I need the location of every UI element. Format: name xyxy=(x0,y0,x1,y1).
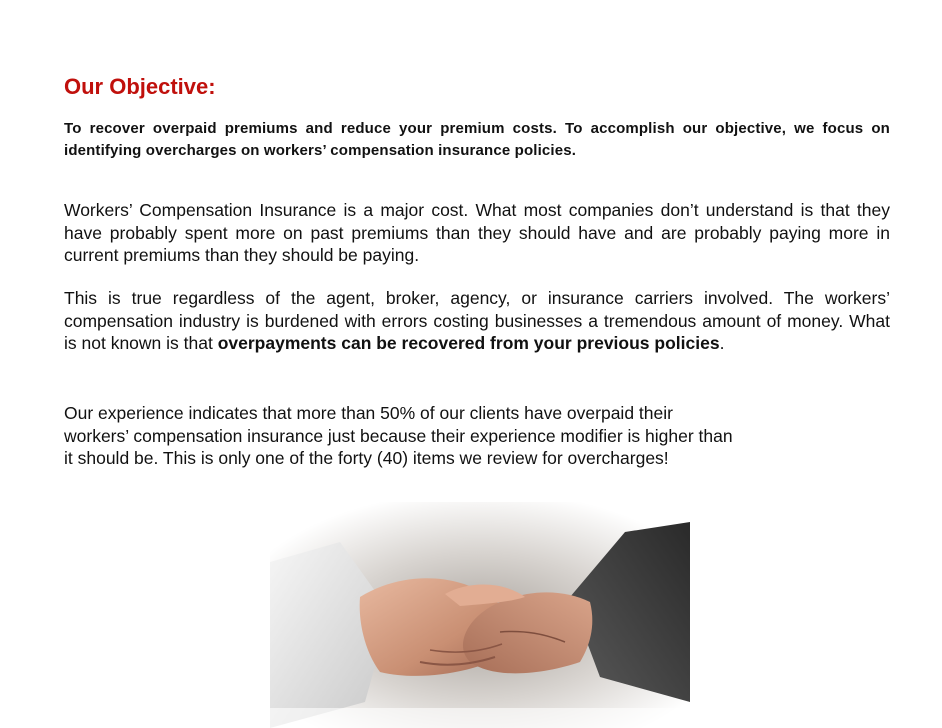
paragraph-major-cost: Workers’ Compensation Insurance is a major cost. What most companies don’t understand is that they have probably spent more on past premiums than they should have and are probably paying more in current premiums than they should be paying. xyxy=(64,200,890,265)
objective-intro: To recover overpaid premiums and reduce your premium costs. To accomplish our objective, we focus on identifying overcharges on workers’ compensation insurance policies. xyxy=(64,120,890,159)
handshake-image xyxy=(270,502,690,728)
paragraph-end: . xyxy=(719,333,725,353)
paragraph-industry-errors xyxy=(64,287,890,355)
paragraph-line: Our experience indicates that more than 50% of our clients have overpaid their xyxy=(64,403,673,423)
paragraph-experience xyxy=(64,402,890,470)
paragraph-line: workers’ compensation insurance just because their experience modifier is higher than xyxy=(64,425,733,446)
emphasis-text: overpayments can be recovered from your previous policies xyxy=(217,333,720,353)
paragraph-line: it should be. This is only one of the forty (40) items we review for overcharges! xyxy=(64,448,669,468)
objective-heading: Our Objective: xyxy=(64,74,216,99)
paragraph-text: This is true regardless of the agent, broker, agency, or insurance carriers involved. The workers’ compensation industry is burdened with errors costing businesses a tremendous amount of money. What is not known is that xyxy=(64,288,890,353)
